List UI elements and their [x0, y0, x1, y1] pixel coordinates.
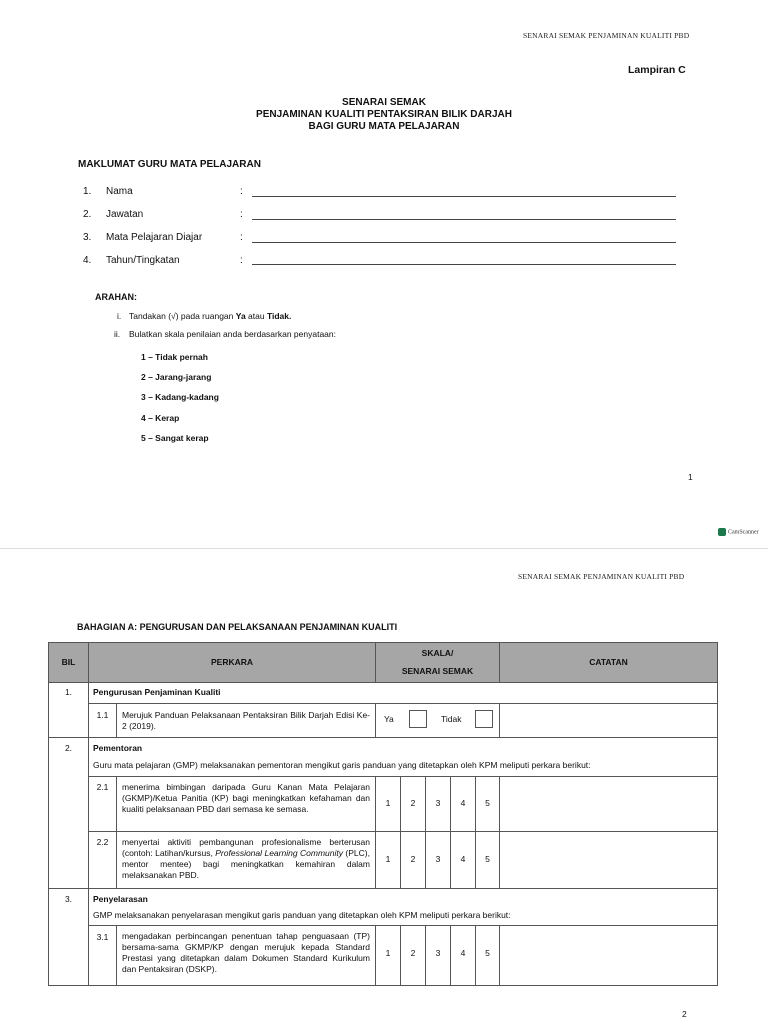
field-number: 2. — [83, 209, 92, 220]
item-number: 1.1 — [96, 710, 109, 720]
header-bil-label: BIL — [61, 657, 76, 667]
camscanner-logo-icon — [718, 528, 726, 536]
mata-pelajaran-entry-line[interactable] — [252, 242, 676, 243]
scale-value: 5 — [485, 854, 490, 864]
scale-value: 1 — [385, 854, 391, 864]
scale-value: 3 — [435, 798, 441, 808]
field-colon: : — [240, 209, 243, 220]
lampiran-label: Lampiran C — [628, 64, 686, 76]
scale-value: 5 — [485, 798, 490, 808]
field-number: 4. — [83, 255, 92, 266]
running-header: SENARAI SEMAK PENJAMINAN KUALITI PBD — [523, 31, 690, 40]
item-text-italic: Professional Learning Community — [215, 848, 343, 858]
header-catatan-label: CATATAN — [589, 657, 628, 667]
field-number: 1. — [83, 186, 92, 197]
scale-value: 3 — [435, 854, 441, 864]
item-text-post: (PLC), mentor mentee) bagi meningkatkan kemahiran dalam melaksanakan PBD. — [122, 848, 370, 880]
instruction-scale: Bulatkan skala penilaian anda berdasarkan penyataan: — [129, 329, 336, 339]
running-header: SENARAI SEMAK PENJAMINAN KUALITI PBD — [518, 572, 685, 581]
field-label: Tahun/Tingkatan — [106, 255, 180, 266]
field-label: Mata Pelajaran Diajar — [106, 232, 203, 243]
scale-value: 4 — [460, 798, 466, 808]
scanner-label: CamScanner — [728, 529, 759, 536]
title-line-2: PENJAMINAN KUALITI PENTAKSIRAN BILIK DARJAH — [256, 109, 512, 120]
section-number: 1. — [64, 687, 73, 697]
scale-value: 1 — [385, 798, 391, 808]
field-label: Nama — [106, 186, 133, 197]
item-number: 3.1 — [96, 932, 109, 942]
scale-item: 3 – Kadang-kadang — [141, 392, 219, 403]
field-number: 3. — [83, 232, 92, 243]
field-colon: : — [240, 186, 243, 197]
instruction-text-mid: atau — [245, 311, 267, 321]
section-2-title-row — [88, 737, 718, 777]
scale-value: 1 — [385, 948, 391, 958]
page-number: 1 — [688, 472, 693, 482]
scanner-watermark — [718, 528, 759, 536]
scale-value: 2 — [410, 798, 416, 808]
nama-entry-line[interactable] — [252, 196, 676, 197]
section-description: Guru mata pelajaran (GMP) melaksanakan pementoran mengikut garis panduan yang ditetapkan oleh KPM meliputi perkara berikut: — [93, 760, 591, 770]
catatan-cell[interactable] — [499, 703, 718, 738]
item-number: 2.1 — [96, 782, 109, 792]
scale-value: 4 — [460, 854, 466, 864]
ya-label: Ya — [384, 714, 394, 724]
catatan-cell[interactable] — [499, 925, 718, 986]
item-text: menerima bimbingan daripada Guru Kanan Mata Pelajaran (GKMP)/Ketua Panitia (KP) bagi meningkatkan kefahaman dan kualiti pelaksanaan PBD dari semasa ke semasa. — [122, 782, 370, 814]
page-number: 2 — [682, 1009, 687, 1019]
header-skala-line2: SENARAI SEMAK — [401, 666, 474, 676]
section-title: BAHAGIAN A: PENGURUSAN DAN PELAKSANAAN PENJAMINAN KUALITI — [77, 622, 398, 632]
instruction-number: i. — [117, 311, 122, 321]
page-divider — [0, 548, 768, 549]
section-title-text: Pengurusan Penjaminan Kualiti — [93, 687, 221, 697]
item-text-pre: menyertai aktiviti pembangunan profesionalisme berterusan (contoh: Latihan/kursus, — [122, 837, 370, 858]
scale-value: 2 — [410, 948, 416, 958]
header-perkara-label: PERKARA — [210, 657, 254, 667]
item-text — [122, 837, 370, 881]
scale-value: 4 — [460, 948, 466, 958]
scale-item: 4 – Kerap — [141, 412, 180, 423]
ya-word: Ya — [235, 311, 246, 321]
header-skala-line1: SKALA/ — [421, 648, 454, 658]
scale-value: 5 — [485, 948, 490, 958]
section-title-text: Penyelarasan — [93, 894, 148, 904]
item-number: 2.2 — [96, 837, 109, 847]
section-title: MAKLUMAT GURU MATA PELAJARAN — [78, 159, 261, 170]
item-text: Merujuk Panduan Pelaksanaan Pentaksiran Bilik Darjah Edisi Ke-2 (2019). — [122, 710, 370, 731]
section-2-bil-cell — [48, 737, 89, 889]
instruction-text: Tandakan (√) pada ruangan — [129, 311, 236, 321]
arahan-title: ARAHAN: — [95, 292, 137, 302]
section-number: 3. — [64, 894, 73, 904]
scale-item: 2 – Jarang-jarang — [141, 372, 212, 383]
scale-item: 1 – Tidak pernah — [141, 352, 208, 362]
scale-value: 2 — [410, 854, 416, 864]
tahun-tingkatan-entry-line[interactable] — [252, 264, 676, 265]
scale-list — [141, 347, 219, 448]
section-number: 2. — [64, 743, 73, 753]
title-line-3: BAGI GURU MATA PELAJARAN — [308, 121, 460, 132]
scale-value: 3 — [435, 948, 441, 958]
instruction-number: ii. — [114, 329, 121, 339]
item-text: mengadakan perbincangan penentuan tahap penguasaan (TP) bersama-sama GKMP/KP dengan merujuk kepada Standard Prestasi yang ditetapkan dalam Dokumen Standard Kurikulum dan Pentaksiran (DSKP). — [122, 931, 370, 974]
field-label: Jawatan — [106, 209, 144, 220]
section-description: GMP melaksanakan penyelarasan mengikut garis panduan yang ditetapkan oleh KPM meliputi perkara berikut: — [93, 910, 511, 920]
jawatan-entry-line[interactable] — [252, 219, 676, 220]
instruction-tick — [129, 311, 291, 321]
title-line-1: SENARAI SEMAK — [342, 97, 426, 108]
field-colon: : — [240, 232, 243, 243]
field-colon: : — [240, 255, 243, 266]
tidak-label: Tidak — [441, 714, 462, 724]
document-title — [0, 97, 768, 133]
catatan-cell[interactable] — [499, 776, 718, 832]
section-title-text: Pementoran — [93, 743, 143, 753]
ya-checkbox[interactable] — [409, 710, 427, 728]
tidak-checkbox[interactable] — [475, 710, 493, 728]
scale-item: 5 – Sangat kerap — [141, 432, 209, 443]
catatan-cell[interactable] — [499, 831, 718, 889]
tidak-word: Tidak. — [266, 311, 292, 321]
